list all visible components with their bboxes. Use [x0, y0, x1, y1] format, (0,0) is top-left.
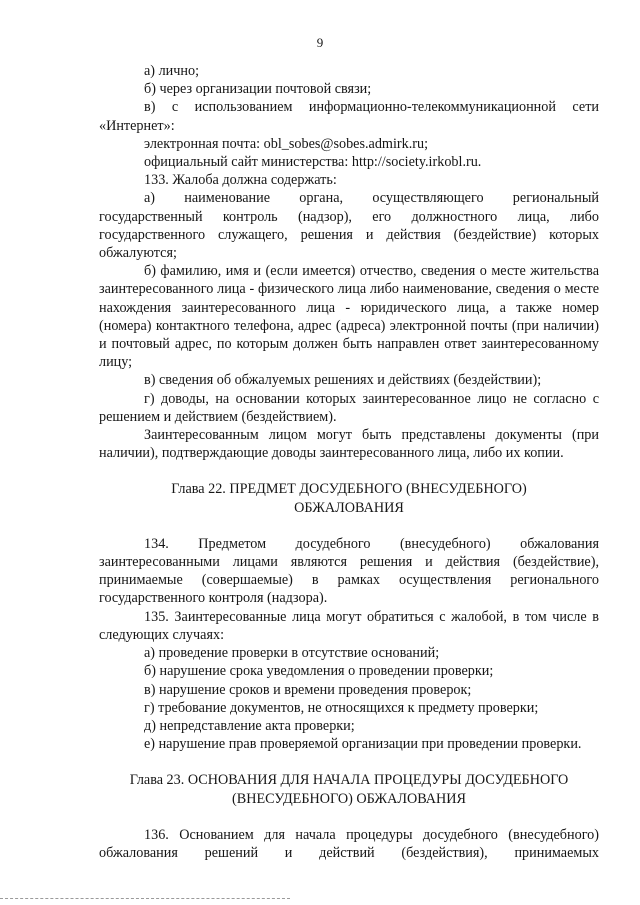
chapter-heading-line: Глава 22. ПРЕДМЕТ ДОСУДЕБНОГО (ВНЕСУДЕБНОГО): [171, 481, 527, 498]
document-body: [99, 62, 599, 862]
paragraph: е) нарушение прав проверяемой организации при проведении проверки.: [144, 736, 582, 753]
paragraph: б) через организации почтовой связи;: [144, 81, 372, 98]
paragraph: 135. Заинтересованные лица могут обратиться с жалобой, в том числе в следующих случаях:: [99, 608, 599, 643]
chapter-heading-line: (ВНЕСУДЕБНОГО) ОБЖАЛОВАНИЯ: [232, 790, 466, 807]
paragraph: а) лично;: [144, 63, 200, 79]
chapter-heading: [99, 771, 599, 807]
chapter-heading: [99, 480, 599, 516]
paragraph: б) фамилию, имя и (если имеется) отчество, сведения о месте жительства заинтересованного лица - физического лица либо наименование, сведения о месте нахождения заинтересованного лица - юридического лица, а также номер (номера) контактного телефона, адрес (адреса) электронной почты (при наличии) и почтовый адрес, по которым должен быть направлен ответ заинтересованному лицу;: [99, 263, 599, 371]
paragraph: а) проведение проверки в отсутствие оснований;: [144, 645, 440, 662]
paragraph: 134. Предметом досудебного (внесудебного) обжалования заинтересованными лицами являются решения и действия (бездействие), принимаемые (совершаемые) в рамках осуществления регионального государственного контроля (надзора).: [99, 535, 599, 607]
page-number: 9: [316, 35, 324, 50]
chapter-heading-line: ОБЖАЛОВАНИЯ: [294, 499, 404, 516]
paragraph: электронная почта: obl_sobes@sobes.admirk.ru;: [144, 135, 429, 152]
scan-edge-line: [0, 898, 290, 900]
paragraph: официальный сайт министерства: http://society.irkobl.ru.: [144, 154, 482, 171]
paragraph: в) нарушение сроков и времени проведения проверок;: [144, 681, 472, 698]
paragraph: а) наименование органа, осуществляющего региональный государственный контроль (надзор), его должностного лица, либо государственного служащего, решения и действия (бездействие) которых обжалуются;: [99, 190, 599, 262]
paragraph: 136. Основанием для начала процедуры досудебного (внесудебного) обжалования решений и действий (бездействия), принимаемых: [99, 826, 599, 861]
paragraph: в) сведения об обжалуемых решениях и действиях (бездействии);: [144, 372, 542, 389]
paragraph: д) непредставление акта проверки;: [144, 717, 355, 734]
chapter-heading-line: Глава 23. ОСНОВАНИЯ ДЛЯ НАЧАЛА ПРОЦЕДУРЫ ДОСУДЕБНОГО: [129, 772, 569, 789]
paragraph: в) с использованием информационно-телекоммуникационной сети «Интернет»:: [99, 99, 599, 134]
paragraph: Заинтересованным лицом могут быть представлены документы (при наличии), подтверждающие доводы заинтересованного лица, либо их копии.: [99, 427, 599, 462]
paragraph: г) требование документов, не относящихся к предмету проверки;: [144, 699, 539, 716]
paragraph: г) доводы, на основании которых заинтересованное лицо не согласно с решением и действием (бездействием).: [99, 390, 599, 425]
paragraph: 133. Жалоба должна содержать:: [144, 172, 337, 189]
paragraph: б) нарушение срока уведомления о проведении проверки;: [144, 663, 494, 680]
